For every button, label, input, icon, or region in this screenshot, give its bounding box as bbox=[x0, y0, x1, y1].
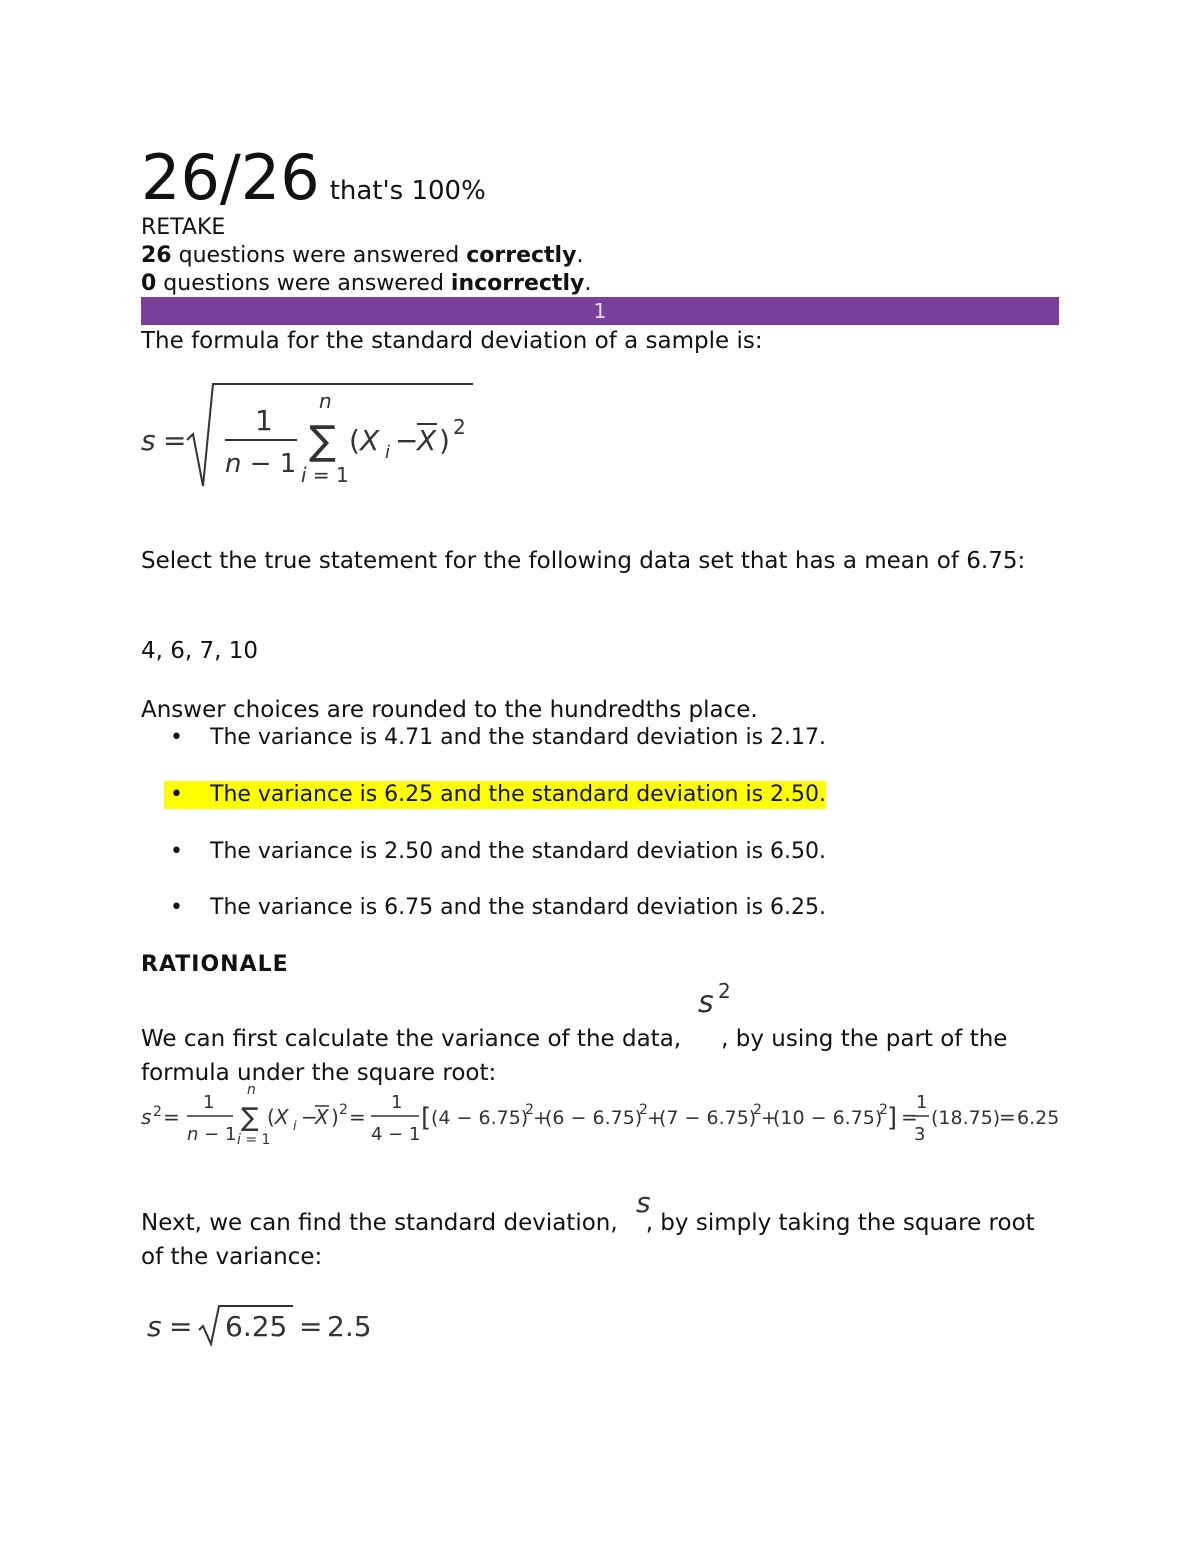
svg-text:∑: ∑ bbox=[309, 418, 336, 464]
incorrect-text: questions were answered bbox=[156, 271, 451, 296]
score-percent: that's 100% bbox=[329, 176, 486, 206]
svg-text:n − 1: n − 1 bbox=[225, 449, 297, 479]
question-number-bar: 1 bbox=[141, 297, 1059, 325]
svg-text:+: + bbox=[533, 1107, 549, 1129]
svg-text:2: 2 bbox=[339, 1102, 348, 1118]
retake-link[interactable]: RETAKE bbox=[141, 215, 226, 240]
svg-text:2: 2 bbox=[525, 1102, 534, 1118]
svg-text:i: i bbox=[385, 442, 391, 463]
option-text: The variance is 2.50 and the standard deviation is 6.50. bbox=[210, 839, 827, 864]
svg-text:=: = bbox=[349, 1105, 366, 1129]
option-text: The variance is 6.75 and the standard deviation is 6.25. bbox=[210, 895, 827, 920]
svg-text:−: − bbox=[301, 1105, 318, 1129]
incorrect-period: . bbox=[584, 271, 592, 296]
bullet-icon: • bbox=[170, 782, 183, 807]
incorrect-count: 0 bbox=[141, 271, 157, 296]
option-text: The variance is 6.25 and the standard deviation is 2.50. bbox=[210, 782, 827, 807]
svg-text:n: n bbox=[319, 389, 332, 413]
incorrect-summary bbox=[141, 270, 591, 298]
svg-text:[: [ bbox=[421, 1103, 432, 1133]
sd-calculation bbox=[141, 1300, 401, 1350]
svg-text:s: s bbox=[698, 985, 714, 1020]
svg-text:1: 1 bbox=[391, 1092, 403, 1113]
sample-sd-formula bbox=[141, 378, 481, 493]
answer-option[interactable] bbox=[170, 724, 826, 752]
svg-text:(X: (X bbox=[267, 1105, 289, 1129]
svg-text:=: = bbox=[299, 1310, 323, 1343]
answer-option[interactable] bbox=[170, 894, 826, 922]
svg-text:2: 2 bbox=[753, 1102, 762, 1118]
term-2: (6 − 6.75) bbox=[545, 1107, 643, 1129]
svg-text:1: 1 bbox=[203, 1092, 215, 1113]
svg-text:): ) bbox=[439, 424, 450, 457]
svg-text:): ) bbox=[331, 1105, 339, 1129]
denominator-text: 4 − 1 bbox=[371, 1124, 421, 1145]
svg-text:2: 2 bbox=[153, 1104, 162, 1120]
svg-text:s: s bbox=[147, 1310, 162, 1343]
correct-word: correctly bbox=[466, 243, 577, 268]
term-3: (7 − 6.75) bbox=[659, 1107, 757, 1129]
svg-text:=: = bbox=[163, 424, 187, 457]
svg-text:2: 2 bbox=[718, 979, 731, 1003]
svg-text:=: = bbox=[163, 1105, 180, 1129]
svg-text:i = 1: i = 1 bbox=[237, 1132, 271, 1148]
svg-text:n − 1: n − 1 bbox=[187, 1124, 237, 1145]
score-value: 26/26 bbox=[141, 141, 320, 214]
correct-summary bbox=[141, 242, 583, 270]
term-1: (4 − 6.75) bbox=[431, 1107, 529, 1129]
question-text: Select the true statement for the following data set that has a mean of 6.75: bbox=[141, 548, 1026, 574]
rationale-p2-b: , by simply taking the square root bbox=[645, 1210, 1035, 1236]
svg-text:=: = bbox=[901, 1105, 918, 1129]
svg-text:]: ] bbox=[887, 1103, 898, 1133]
formula-intro: The formula for the standard deviation of a sample is: bbox=[141, 328, 763, 354]
svg-text:+: + bbox=[761, 1107, 777, 1129]
svg-text:−: − bbox=[395, 424, 419, 457]
variance-result: 6.25 bbox=[1017, 1107, 1060, 1129]
rationale-p1-a: We can first calculate the variance of the data, bbox=[141, 1026, 682, 1052]
svg-text:2: 2 bbox=[879, 1102, 888, 1118]
svg-text:1: 1 bbox=[916, 1092, 928, 1113]
svg-text:n: n bbox=[247, 1082, 256, 1098]
svg-text:X: X bbox=[315, 1105, 329, 1129]
svg-text:i: i bbox=[293, 1119, 297, 1134]
data-set: 4, 6, 7, 10 bbox=[141, 638, 259, 664]
svg-text:2: 2 bbox=[639, 1102, 648, 1118]
svg-text:=: = bbox=[999, 1105, 1016, 1129]
option-text: The variance is 4.71 and the standard deviation is 2.17. bbox=[210, 725, 827, 750]
rounding-note: Answer choices are rounded to the hundredths place. bbox=[141, 697, 758, 723]
sd-radicand: 6.25 bbox=[225, 1310, 288, 1343]
term-4: (10 − 6.75) bbox=[773, 1107, 883, 1129]
svg-text:i = 1: i = 1 bbox=[301, 463, 349, 487]
rationale-para-1 bbox=[141, 1024, 1007, 1054]
svg-text:=: = bbox=[169, 1310, 193, 1343]
variance-symbol bbox=[696, 974, 744, 1020]
rationale-para-2 bbox=[141, 1208, 1035, 1238]
rationale-p2-c: of the variance: bbox=[141, 1244, 323, 1270]
rationale-p2-a: Next, we can find the standard deviation, bbox=[141, 1210, 618, 1236]
rationale-heading: RATIONALE bbox=[141, 952, 289, 977]
correct-text: questions were answered bbox=[171, 243, 467, 268]
answer-option-selected[interactable] bbox=[164, 781, 826, 809]
incorrect-word: incorrectly bbox=[450, 271, 585, 296]
bullet-icon: • bbox=[170, 725, 183, 750]
svg-text:2: 2 bbox=[453, 415, 466, 439]
svg-text:∑: ∑ bbox=[241, 1103, 259, 1133]
sd-result: 2.5 bbox=[327, 1310, 372, 1343]
bullet-icon: • bbox=[170, 895, 183, 920]
svg-text:+: + bbox=[647, 1107, 663, 1129]
rationale-p1-b: , by using the part of the bbox=[721, 1026, 1008, 1052]
svg-text:3: 3 bbox=[914, 1124, 926, 1145]
svg-text:1: 1 bbox=[255, 404, 273, 437]
rationale-p1-c: formula under the square root: bbox=[141, 1060, 497, 1086]
answer-option[interactable] bbox=[170, 838, 826, 866]
svg-text:(X: (X bbox=[349, 424, 380, 457]
svg-text:s: s bbox=[141, 1105, 152, 1129]
svg-text:s: s bbox=[636, 1186, 651, 1219]
svg-text:s: s bbox=[141, 424, 156, 457]
sum-value: (18.75) bbox=[931, 1107, 1001, 1129]
correct-count: 26 bbox=[141, 243, 172, 268]
svg-text:X: X bbox=[417, 424, 437, 457]
bullet-icon: • bbox=[170, 839, 183, 864]
variance-calculation bbox=[141, 1082, 1061, 1148]
correct-period: . bbox=[576, 243, 584, 268]
